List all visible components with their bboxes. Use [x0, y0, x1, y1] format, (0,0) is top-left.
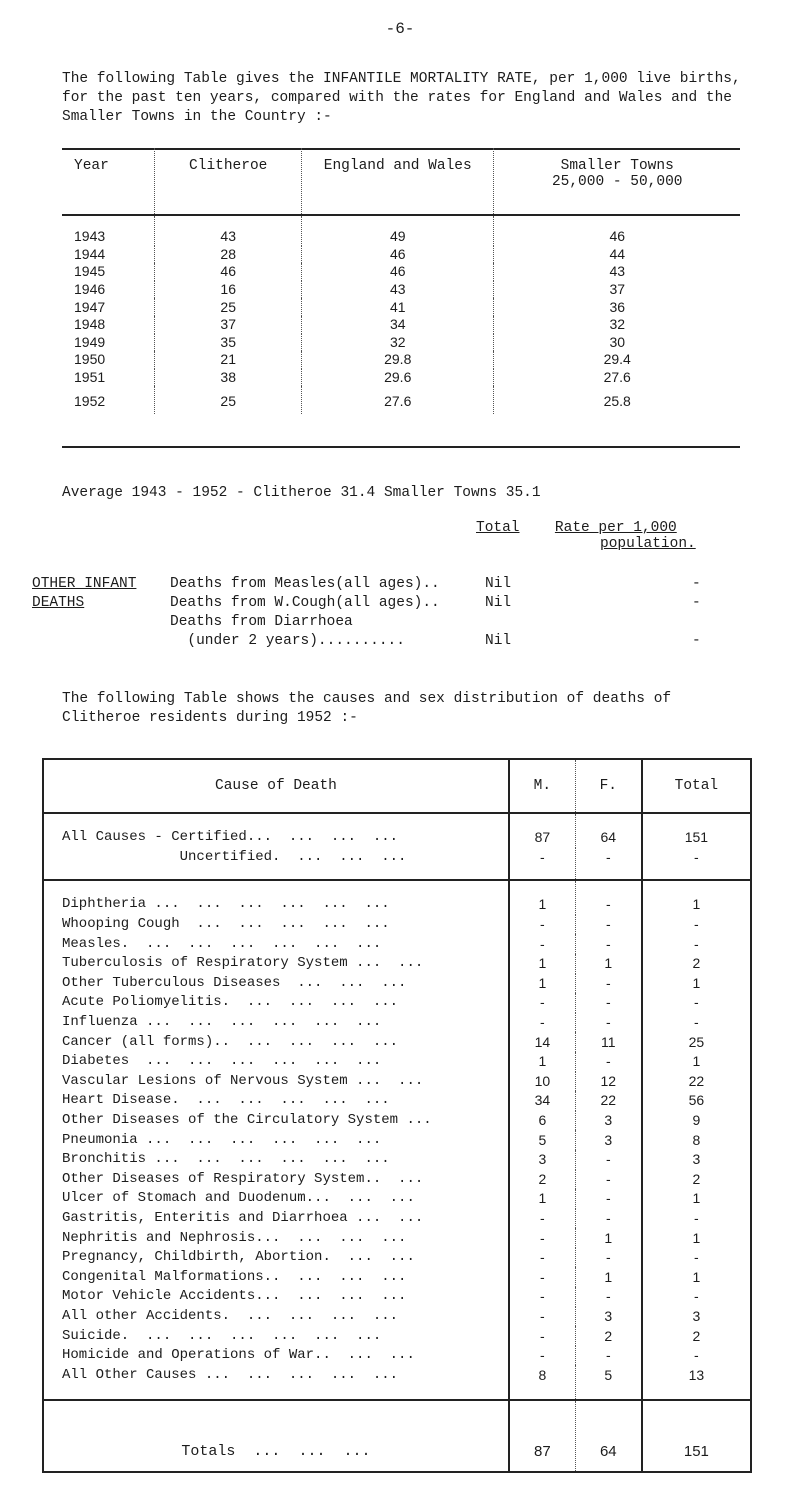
other-death-rate: -: [692, 595, 701, 611]
cell-total: -: [694, 1249, 699, 1266]
page-number: -6-: [385, 20, 415, 38]
header-rate-line2: population.: [600, 536, 696, 552]
totals-row: [43, 1400, 751, 1472]
cell-smaller-towns: 44: [494, 246, 740, 264]
cell-smaller-towns: 37: [494, 281, 740, 299]
other-death-total: Nil: [485, 576, 512, 592]
cell-total: 151: [684, 829, 709, 846]
cell-total: 3: [692, 1151, 701, 1168]
other-death-label: (under 2 years)..........: [170, 633, 405, 649]
table-row: [43, 1032, 751, 1052]
table-row: [62, 369, 740, 387]
cell-clitheroe: 28: [155, 246, 302, 264]
cell-male: -: [540, 1307, 545, 1324]
cell-male: 14: [534, 1033, 551, 1050]
cell-cause: Motor Vehicle Accidents... ... ... ...: [43, 1287, 509, 1307]
cell-cause: All other Accidents. ... ... ... ...: [43, 1307, 509, 1327]
table-row: [62, 386, 740, 414]
cell-cause: Gastritis, Enteritis and Diarrhoea ... ...: [43, 1209, 509, 1229]
table-row: [43, 974, 751, 994]
table-row: [43, 1287, 751, 1307]
cell-year: 1952: [74, 392, 106, 409]
causes-table-header: [43, 759, 751, 813]
infant-table-body: [62, 215, 740, 414]
cell-cause: Pregnancy, Childbirth, Abortion. ... ...: [43, 1248, 509, 1268]
cell-england-wales: 46: [302, 246, 494, 264]
other-death-rate: -: [692, 576, 701, 592]
totals-label: Totals ... ... ...: [43, 1400, 509, 1472]
cell-total: 13: [642, 1365, 751, 1400]
table-row: [43, 1248, 751, 1268]
cell-total: -: [694, 1288, 699, 1305]
cell-total: -: [694, 994, 699, 1011]
cell-cause: Other Tuberculous Diseases ... ... ...: [43, 974, 509, 994]
cell-female: 3: [575, 1111, 641, 1131]
list-item: [170, 632, 770, 651]
cell-male: 2: [538, 1170, 547, 1187]
cell-clitheroe: 38: [155, 369, 302, 387]
cell-female: -: [575, 934, 641, 954]
cell-smaller-towns: 25.8: [494, 386, 740, 414]
cell-male: 1: [538, 1190, 547, 1207]
cell-year: 1944: [74, 245, 106, 262]
totals-female: 64: [575, 1400, 641, 1472]
cell-cause: Measles. ... ... ... ... ... ...: [43, 934, 509, 954]
table-row: [43, 954, 751, 974]
cell-clitheroe: 21: [155, 351, 302, 369]
cell-female: 11: [575, 1032, 641, 1052]
cell-female: 1: [575, 954, 641, 974]
cell-male: -: [540, 1229, 545, 1246]
cell-england-wales: 46: [302, 263, 494, 281]
cell-year: 1947: [74, 298, 106, 315]
cell-cause: Homicide and Operations of War.. ... ...: [43, 1346, 509, 1366]
cell-male: 34: [534, 1092, 551, 1109]
table-row: [43, 1130, 751, 1150]
header-total: Total: [476, 520, 520, 536]
cell-total: 8: [692, 1131, 701, 1148]
cell-year: 1943: [74, 228, 106, 245]
cell-cause: Bronchitis ... ... ... ... ... ...: [43, 1150, 509, 1170]
cell-smaller-towns: 29.4: [494, 351, 740, 369]
other-death-label: Deaths from Measles(all ages)..: [170, 576, 440, 592]
totals-male: 87: [534, 1443, 551, 1461]
other-deaths-list: [170, 575, 770, 651]
cell-male: -: [540, 1327, 545, 1344]
cell-total: 1: [692, 1053, 701, 1070]
cell-cause: Diabetes ... ... ... ... ... ...: [43, 1052, 509, 1072]
cell-female: -: [575, 1209, 641, 1229]
cell-male: 1: [538, 974, 547, 991]
table-row: [43, 1326, 751, 1346]
table-row: [43, 813, 751, 848]
infant-mortality-intro: The following Table gives the INFANTILE MORTALITY RATE, per 1,000 live births, for the past ten years, compared with the rates for England and Wales and the Smaller Towns in the Country :-: [62, 71, 741, 125]
cell-cause: Uncertified. ... ... ...: [43, 848, 509, 881]
cell-male: -: [540, 1249, 545, 1266]
cell-total: 9: [692, 1112, 701, 1129]
cell-male: -: [540, 994, 545, 1011]
cell-cause: Other Diseases of the Circulatory System ...: [43, 1111, 509, 1131]
cell-cause: Other Diseases of Respiratory System.. ...: [43, 1170, 509, 1190]
cell-smaller-towns: 46: [494, 215, 740, 246]
cell-clitheroe: 25: [155, 386, 302, 414]
cell-male: -: [540, 1268, 545, 1285]
cell-cause: Heart Disease. ... ... ... ... ...: [43, 1091, 509, 1111]
cell-year: 1949: [74, 333, 106, 350]
cell-clitheroe: 16: [155, 281, 302, 299]
cell-clitheroe: 46: [155, 263, 302, 281]
causes-summary-rows: [43, 813, 751, 880]
cell-female: 3: [575, 1307, 641, 1327]
cell-male: 87: [534, 829, 551, 846]
cell-cause: Suicide. ... ... ... ... ... ...: [43, 1326, 509, 1346]
cell-england-wales: 29.8: [302, 351, 494, 369]
cell-cause: Tuberculosis of Respiratory System ... ...: [43, 954, 509, 974]
cell-cause: Vascular Lesions of Nervous System ... ...: [43, 1072, 509, 1092]
header-smaller-towns: [494, 148, 740, 215]
table-row: [43, 1346, 751, 1366]
cell-england-wales: 34: [302, 316, 494, 334]
cell-year: 1951: [74, 369, 106, 386]
other-deaths-header: [476, 520, 776, 552]
causes-intro: The following Table shows the causes and sex distribution of deaths of Clitheroe residents during 1952 :-: [62, 691, 672, 726]
cell-female: 12: [575, 1072, 641, 1092]
table-row: [43, 1267, 751, 1287]
cell-cause: Whooping Cough ... ... ... ... ...: [43, 915, 509, 935]
cell-england-wales: 41: [302, 298, 494, 316]
totals-total: 151: [683, 1443, 709, 1461]
cell-female: -: [575, 1248, 641, 1268]
other-infant-deaths-label: [32, 575, 136, 613]
cell-total: -: [694, 1014, 699, 1031]
cell-male: -: [540, 1014, 545, 1031]
header-male: M.: [509, 759, 575, 813]
table-row: [43, 1150, 751, 1170]
table-row: [43, 880, 751, 915]
cell-male: 10: [534, 1072, 551, 1089]
cell-year: 1950: [74, 351, 106, 368]
header-england-wales: England and Wales: [302, 148, 494, 215]
header-smaller-towns-line2: 25,000 - 50,000: [551, 174, 683, 190]
table-row: [43, 1365, 751, 1400]
cell-female: 22: [575, 1091, 641, 1111]
cell-female: 3: [575, 1130, 641, 1150]
cell-male: -: [509, 848, 575, 881]
table-row: [62, 263, 740, 281]
cell-female: 2: [575, 1326, 641, 1346]
cell-england-wales: 29.6: [302, 369, 494, 387]
table-row: [43, 1307, 751, 1327]
header-cause: Cause of Death: [43, 759, 509, 813]
header-clitheroe: Clitheroe: [155, 148, 302, 215]
infant-table-header: [62, 148, 740, 215]
cell-female: -: [575, 1287, 641, 1307]
cell-male: -: [540, 1347, 545, 1364]
list-item: [170, 575, 770, 594]
other-death-label: Deaths from W.Cough(all ages)..: [170, 595, 440, 611]
table-row: [43, 993, 751, 1013]
cell-cause: Pneumonia ... ... ... ... ... ...: [43, 1130, 509, 1150]
table-row: [43, 1111, 751, 1131]
cell-total: 1: [692, 1229, 701, 1246]
cell-clitheroe: 37: [155, 316, 302, 334]
cell-total: 2: [692, 955, 701, 972]
header-total-col: Total: [642, 759, 751, 813]
table-row: [43, 1072, 751, 1092]
cell-male: 1: [538, 896, 547, 913]
cell-total: 2: [692, 1170, 701, 1187]
cell-female: -: [575, 1052, 641, 1072]
cell-cause: Influenza ... ... ... ... ... ...: [43, 1013, 509, 1033]
cell-total: 1: [692, 1268, 701, 1285]
cell-cause: Cancer (all forms).. ... ... ... ...: [43, 1032, 509, 1052]
cell-year: 1948: [74, 316, 106, 333]
cell-smaller-towns: 32: [494, 316, 740, 334]
table-row: [43, 1013, 751, 1033]
cell-total: 25: [688, 1033, 705, 1050]
list-item: [170, 594, 770, 613]
causes-of-death-table: [42, 758, 752, 1473]
cell-female: -: [575, 993, 641, 1013]
cell-male: 1: [538, 1053, 547, 1070]
cell-female: -: [575, 848, 641, 881]
cell-female: 64: [575, 813, 641, 848]
table-row: [43, 1170, 751, 1190]
table-row: [43, 1228, 751, 1248]
cell-male: 6: [538, 1112, 547, 1129]
cell-england-wales: 32: [302, 334, 494, 352]
cell-total: 56: [688, 1092, 705, 1109]
cell-female: -: [575, 974, 641, 994]
cell-female: -: [575, 1170, 641, 1190]
table-row: [43, 848, 751, 881]
cell-male: -: [540, 1288, 545, 1305]
table-row: [62, 334, 740, 352]
other-death-rate: -: [692, 633, 701, 649]
table-row: [43, 1091, 751, 1111]
cell-cause: All Other Causes ... ... ... ... ...: [43, 1365, 509, 1400]
cell-cause: All Causes - Certified... ... ... ...: [43, 813, 509, 848]
table-row: [62, 281, 740, 299]
infant-mortality-table: [62, 148, 740, 414]
cell-male: 5: [538, 1131, 547, 1148]
other-label-line2: DEATHS: [32, 595, 85, 611]
cell-total: 3: [692, 1307, 701, 1324]
cell-total: -: [694, 1209, 699, 1226]
cell-male: -: [540, 916, 545, 933]
other-death-label: Deaths from Diarrhoea: [170, 614, 353, 630]
cell-england-wales: 43: [302, 281, 494, 299]
cell-female: -: [575, 915, 641, 935]
header-rate: Rate per 1,000: [554, 520, 677, 536]
other-death-total: Nil: [485, 595, 512, 611]
other-death-total: Nil: [485, 633, 512, 649]
header-female: F.: [575, 759, 641, 813]
cell-female: -: [575, 1013, 641, 1033]
cell-cause: Ulcer of Stomach and Duodenum... ... ...: [43, 1189, 509, 1209]
table-row: [43, 1189, 751, 1209]
cell-total: 22: [688, 1072, 705, 1089]
cell-total: -: [694, 935, 699, 952]
cell-total: 1: [692, 974, 701, 991]
cell-cause: Acute Poliomyelitis. ... ... ... ...: [43, 993, 509, 1013]
cell-total: 1: [692, 896, 701, 913]
cell-male: 3: [538, 1151, 547, 1168]
other-label-line1: OTHER INFANT: [32, 576, 137, 592]
cell-female: 5: [575, 1365, 641, 1400]
cell-male: 8: [509, 1365, 575, 1400]
cell-cause: Diphtheria ... ... ... ... ... ...: [43, 880, 509, 915]
table-row: [62, 316, 740, 334]
cell-total: -: [694, 1347, 699, 1364]
cell-year: 1946: [74, 281, 106, 298]
cell-clitheroe: 25: [155, 298, 302, 316]
average-line: Average 1943 - 1952 - Clitheroe 31.4 Smaller Towns 35.1: [62, 485, 541, 501]
cell-male: -: [540, 1209, 545, 1226]
cell-female: 1: [575, 1267, 641, 1287]
cell-england-wales: 49: [302, 215, 494, 246]
cell-clitheroe: 43: [155, 215, 302, 246]
cell-total: -: [694, 916, 699, 933]
cell-smaller-towns: 27.6: [494, 369, 740, 387]
table-row: [62, 215, 740, 246]
cell-total: -: [642, 848, 751, 881]
table-row: [43, 915, 751, 935]
cell-smaller-towns: 30: [494, 334, 740, 352]
cell-female: 1: [575, 1228, 641, 1248]
causes-rows: [43, 880, 751, 1400]
table-row: [62, 246, 740, 264]
header-smaller-towns-line1: Smaller Towns: [560, 158, 674, 174]
table-row: [43, 1209, 751, 1229]
cell-clitheroe: 35: [155, 334, 302, 352]
cell-female: -: [575, 1150, 641, 1170]
cell-england-wales: 27.6: [302, 386, 494, 414]
cell-year: 1945: [74, 263, 106, 280]
cell-cause: Congenital Malformations.. ... ... ...: [43, 1267, 509, 1287]
causes-totals: [43, 1400, 751, 1472]
header-year: Year: [62, 148, 155, 215]
cell-female: -: [575, 1189, 641, 1209]
list-item: [170, 613, 770, 632]
cell-male: 1: [538, 955, 547, 972]
cell-male: -: [540, 935, 545, 952]
cell-smaller-towns: 43: [494, 263, 740, 281]
table-row: [62, 351, 740, 369]
cell-total: 2: [692, 1327, 701, 1344]
cell-total: 1: [692, 1190, 701, 1207]
cell-smaller-towns: 36: [494, 298, 740, 316]
table-row: [43, 934, 751, 954]
cell-female: -: [575, 1346, 641, 1366]
table-row: [43, 1052, 751, 1072]
cell-female: -: [575, 880, 641, 915]
table-row: [62, 298, 740, 316]
cell-cause: Nephritis and Nephrosis... ... ... ...: [43, 1228, 509, 1248]
